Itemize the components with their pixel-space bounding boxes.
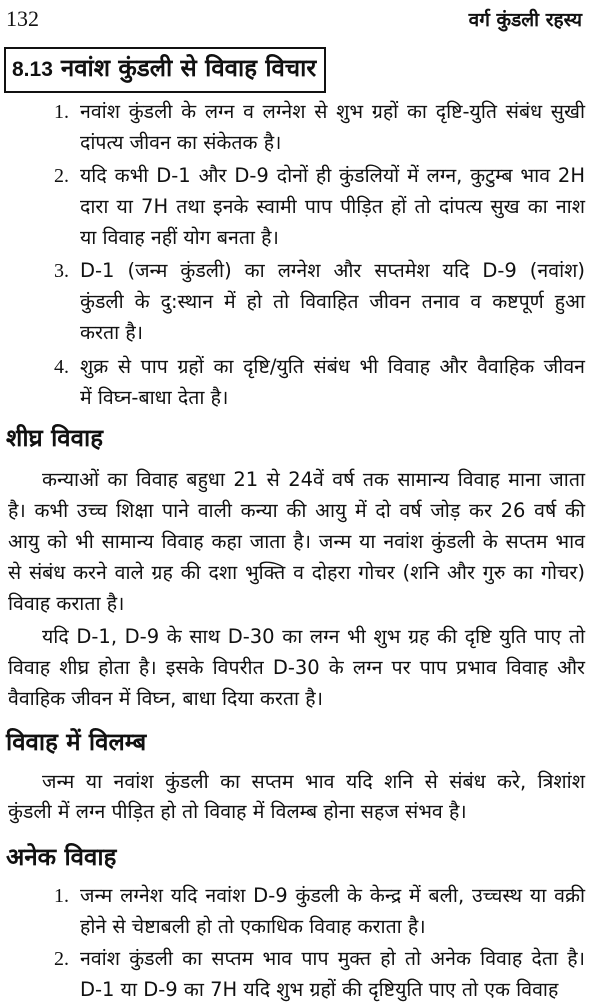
running-title: वर्ग कुंडली रहस्य <box>468 9 582 31</box>
list-item-line: नवांश कुंडली के लग्न व लग्नेश से शुभ ग्रहों का दृष्टि-युति संबंध सुखी <box>80 100 585 123</box>
list-marker: 2. <box>54 165 69 187</box>
list-marker: 1. <box>54 885 69 907</box>
paragraph-line: है। कभी उच्च शिक्षा पाने वाली कन्या की आयु में दो वर्ष जोड़ कर 26 वर्ष की <box>8 499 585 522</box>
paragraph-line: यदि D-1, D-9 के साथ D-30 का लग्न भी शुभ ग्रह की दृष्टि युति पाए तो <box>42 625 585 648</box>
paragraph-line: कन्याओं का विवाह बहुधा 21 से 24वें वर्ष तक सामान्य विवाह माना जाता <box>42 468 585 491</box>
subheading-delay: विवाह में विलम्ब <box>6 728 147 756</box>
list-item-line: दारा या 7H तथा इनके स्वामी पाप पीड़ित हों तो दांपत्य सुख का नाश <box>80 195 585 218</box>
section-title: नवांश कुंडली से विवाह विचार <box>60 54 317 82</box>
list-item-line: D-1 (जन्म कुंडली) का लग्नेश और सप्तमेश यदि D-9 (नवांश) <box>80 259 585 282</box>
paragraph-line: विवाह कराता है। <box>8 592 125 615</box>
page-number: 132 <box>6 6 39 31</box>
paragraph-line: कुंडली में लग्न पीड़ित हो तो विवाह में विलम्ब होना सहज संभव है। <box>8 800 467 823</box>
list-item-line: होने से चेष्टाबली हो तो एकाधिक विवाह कराता है। <box>80 915 426 938</box>
paragraph-line: से संबंध करने वाले ग्रह की दशा भुक्ति व दोहरा गोचर (शनि और गुरु का गोचर) <box>8 561 585 584</box>
paragraph-line: विवाह शीघ्र होता है। इसके विपरीत D-30 के लग्न पर पाप प्रभाव विवाह और <box>8 656 585 679</box>
subheading-multiple: अनेक विवाह <box>6 843 117 871</box>
list-item-line: D-1 या D-9 का 7H यदि शुभ ग्रहों की दृष्टियुति पाए तो एक विवाह <box>80 978 559 1001</box>
list-item-line: दांपत्य जीवन का संकेतक है। <box>80 131 282 154</box>
list-item-line: यदि कभी D-1 और D-9 दोनों ही कुंडलियों में लग्न, कुटुम्ब भाव 2H <box>80 164 585 187</box>
list-item-line: जन्म लग्नेश यदि नवांश D-9 कुंडली के केन्द्र में बली, उच्चस्थ या वक्री <box>80 884 585 907</box>
paragraph-line: वैवाहिक जीवन में विघ्न, बाधा दिया करता है। <box>8 687 323 710</box>
list-item-line: नवांश कुंडली का सप्तम भाव पाप मुक्त हो तो अनेक विवाह देता है। <box>80 947 585 970</box>
paragraph-line: जन्म या नवांश कुंडली का सप्तम भाव यदि शनि से संबंध करे, त्रिशांश <box>42 770 585 793</box>
list-item-line: कुंडली के दु:स्थान में हो तो विवाहित जीवन तनाव व कष्टपूर्ण हुआ <box>80 290 585 313</box>
list-marker: 3. <box>54 260 69 282</box>
section-heading-box <box>4 47 326 93</box>
list-item-line: या विवाह नहीं योग बनता है। <box>80 226 279 249</box>
list-item-line: में विघ्न-बाधा देता है। <box>80 386 229 409</box>
subheading-early-marriage: शीघ्र विवाह <box>6 424 103 452</box>
list-marker: 1. <box>54 101 69 123</box>
paragraph-line: आयु को भी सामान्य विवाह कहा जाता है। जन्म या नवांश कुंडली के सप्तम भाव <box>8 530 585 553</box>
list-item-line: करता है। <box>80 321 144 344</box>
section-number: 8.13 <box>12 58 53 81</box>
list-marker: 4. <box>54 356 69 378</box>
list-item-line: शुक्र से पाप ग्रहों का दृष्टि/युति संबंध भी विवाह और वैवाहिक जीवन <box>80 355 585 378</box>
list-marker: 2. <box>54 948 69 970</box>
